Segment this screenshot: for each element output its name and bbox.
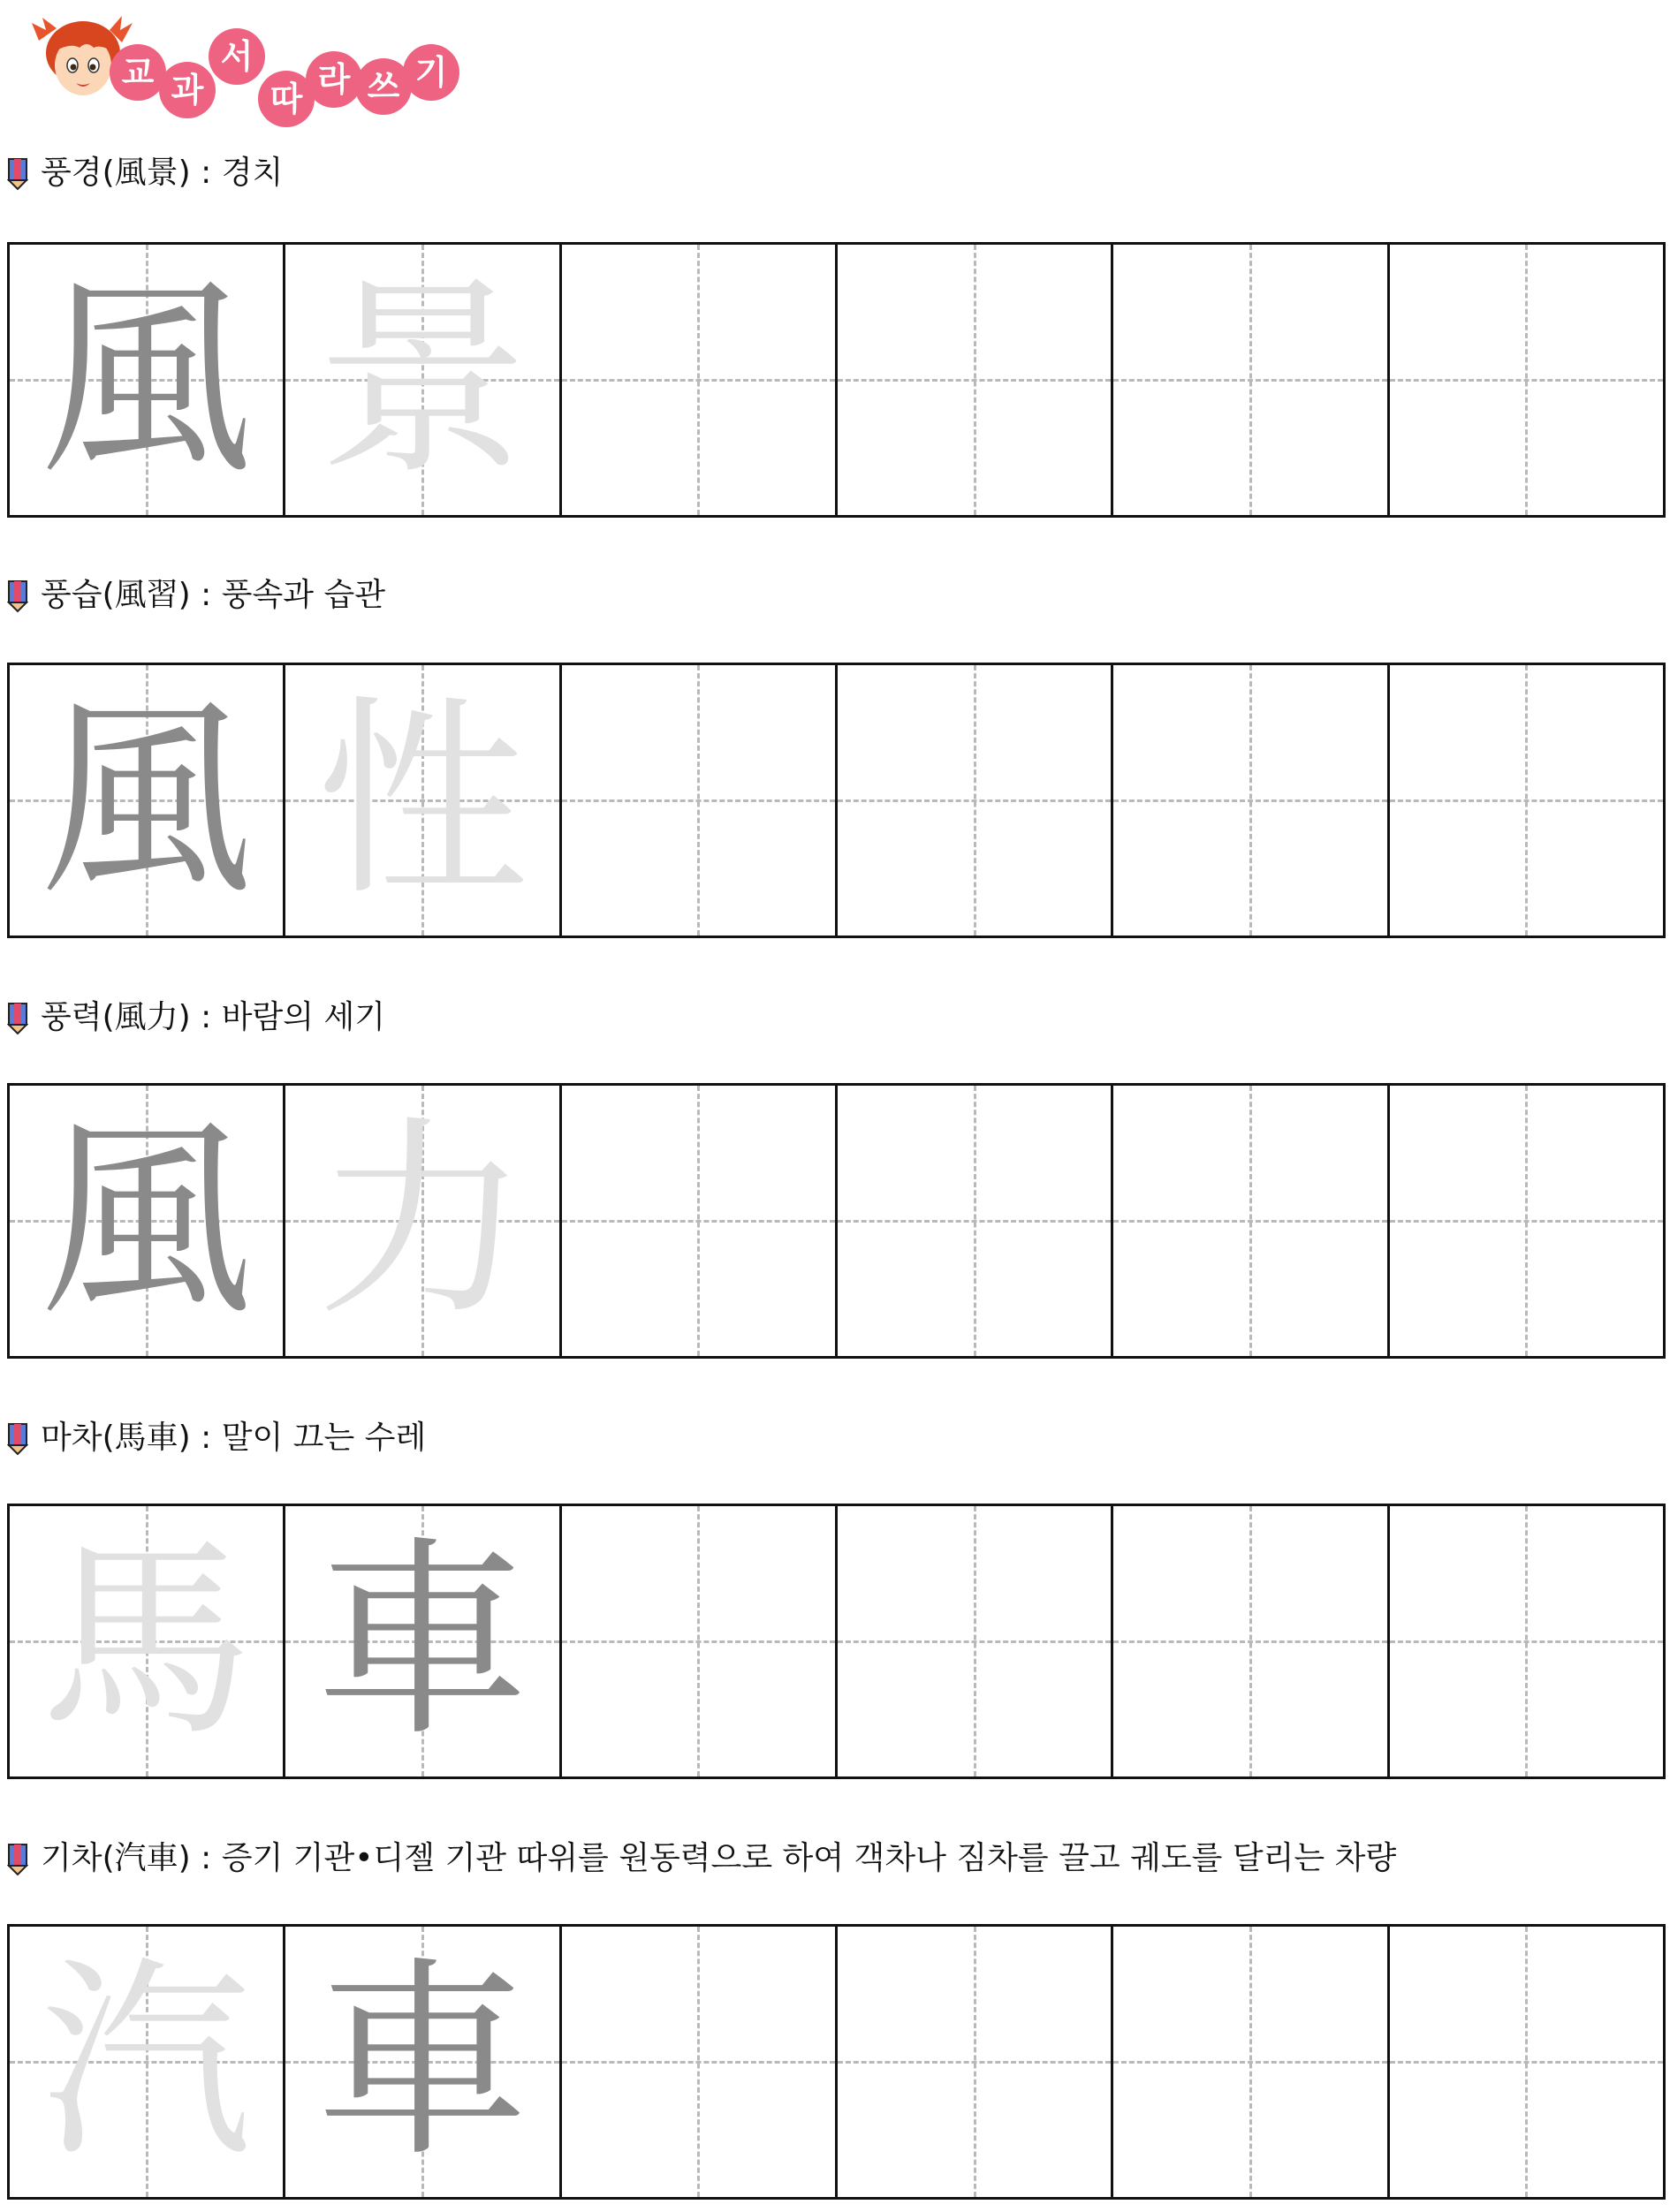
- writing-cell[interactable]: [10, 665, 285, 936]
- writing-cell[interactable]: [1390, 1927, 1663, 2197]
- writing-cell[interactable]: [10, 1927, 285, 2197]
- writing-cell[interactable]: [838, 665, 1113, 936]
- trace-char: 性: [315, 677, 528, 924]
- trace-char: 車: [315, 1938, 528, 2185]
- writing-grid: [7, 1083, 1666, 1359]
- writing-cell[interactable]: [1390, 1506, 1663, 1776]
- pencil-icon: [7, 157, 28, 191]
- writing-cell[interactable]: [838, 1086, 1113, 1356]
- pencil-icon: [7, 1002, 28, 1035]
- writing-cell[interactable]: [1113, 1086, 1389, 1356]
- trace-char: 力: [315, 1097, 528, 1345]
- word-meaning: 증기 기관•디젤 기관 따위를 원동력으로 하여 객차나 짐차를 끌고 궤도를 달리는 차량: [221, 1840, 1397, 1876]
- pencil-icon: [7, 1422, 28, 1456]
- word-meaning: 풍속과 습관: [221, 577, 386, 613]
- writing-cell[interactable]: [285, 665, 561, 936]
- writing-cell[interactable]: [10, 1086, 285, 1356]
- word-heading: 기차(汽車) : 증기 기관•디젤 기관 따위를 원동력으로 하여 객차나 짐차를 끌고 궤도를 달리는 차량: [7, 1839, 1396, 1878]
- word-meaning: 말이 끄는 수레: [221, 1420, 427, 1456]
- writing-cell[interactable]: [1113, 1927, 1389, 2197]
- writing-cell[interactable]: [562, 1927, 838, 2197]
- writing-cell[interactable]: [10, 1506, 285, 1776]
- writing-cell[interactable]: [285, 1086, 561, 1356]
- writing-grid: [7, 242, 1666, 518]
- writing-cell[interactable]: [1113, 1506, 1389, 1776]
- logo-char: 과: [159, 62, 216, 118]
- logo-char: 서: [209, 28, 265, 85]
- word-meaning: 바람의 세기: [221, 999, 386, 1035]
- word-hanja: 風景: [114, 155, 178, 191]
- writing-cell[interactable]: [1390, 665, 1663, 936]
- writing-cell[interactable]: [562, 665, 838, 936]
- writing-grid: [7, 1504, 1666, 1779]
- word-reading: 기차: [41, 1840, 102, 1876]
- pencil-icon: [7, 1843, 28, 1876]
- word-reading: 풍경: [41, 155, 102, 191]
- writing-cell[interactable]: [285, 1506, 561, 1776]
- word-hanja: 馬車: [114, 1420, 178, 1456]
- writing-cell[interactable]: [1390, 1086, 1663, 1356]
- writing-grid: [7, 663, 1666, 938]
- writing-cell[interactable]: [838, 1927, 1113, 2197]
- trace-char: 汽: [40, 1938, 253, 2185]
- word-heading: 마차(馬車) : 말이 끄는 수레: [7, 1419, 426, 1458]
- writing-cell[interactable]: [562, 1506, 838, 1776]
- writing-cell[interactable]: [562, 1086, 838, 1356]
- logo-char: 교: [110, 44, 166, 101]
- writing-cell[interactable]: [1390, 245, 1663, 515]
- word-reading: 풍력: [41, 999, 102, 1035]
- trace-char: 風: [40, 1097, 253, 1345]
- trace-char: 車: [315, 1518, 528, 1765]
- writing-cell[interactable]: [1113, 665, 1389, 936]
- word-heading: 풍력(風力) : 바람의 세기: [7, 998, 385, 1037]
- writing-cell[interactable]: [562, 245, 838, 515]
- writing-cell[interactable]: [285, 1927, 561, 2197]
- logo-char: 따: [258, 71, 315, 127]
- writing-cell[interactable]: [285, 245, 561, 515]
- word-meaning: 경치: [221, 155, 284, 191]
- logo-char: 쓰: [355, 58, 412, 115]
- trace-char: 馬: [40, 1518, 253, 1765]
- trace-char: 風: [40, 256, 253, 504]
- word-reading: 풍습: [41, 577, 102, 613]
- writing-cell[interactable]: [838, 1506, 1113, 1776]
- writing-cell[interactable]: [838, 245, 1113, 515]
- word-hanja: 風力: [114, 999, 178, 1035]
- logo-char: 라: [306, 51, 362, 108]
- writing-grid: [7, 1924, 1666, 2200]
- word-hanja: 汽車: [114, 1840, 178, 1876]
- word-heading: 풍경(風景) : 경치: [7, 154, 283, 193]
- worksheet-logo: [25, 5, 484, 120]
- writing-cell[interactable]: [1113, 245, 1389, 515]
- trace-char: 風: [40, 677, 253, 924]
- pencil-icon: [7, 580, 28, 613]
- writing-cell[interactable]: [10, 245, 285, 515]
- word-heading: 풍습(風習) : 풍속과 습관: [7, 576, 385, 615]
- word-reading: 마차: [41, 1420, 102, 1456]
- word-hanja: 風習: [114, 577, 178, 613]
- trace-char: 景: [315, 256, 528, 504]
- logo-char: 기: [403, 44, 459, 101]
